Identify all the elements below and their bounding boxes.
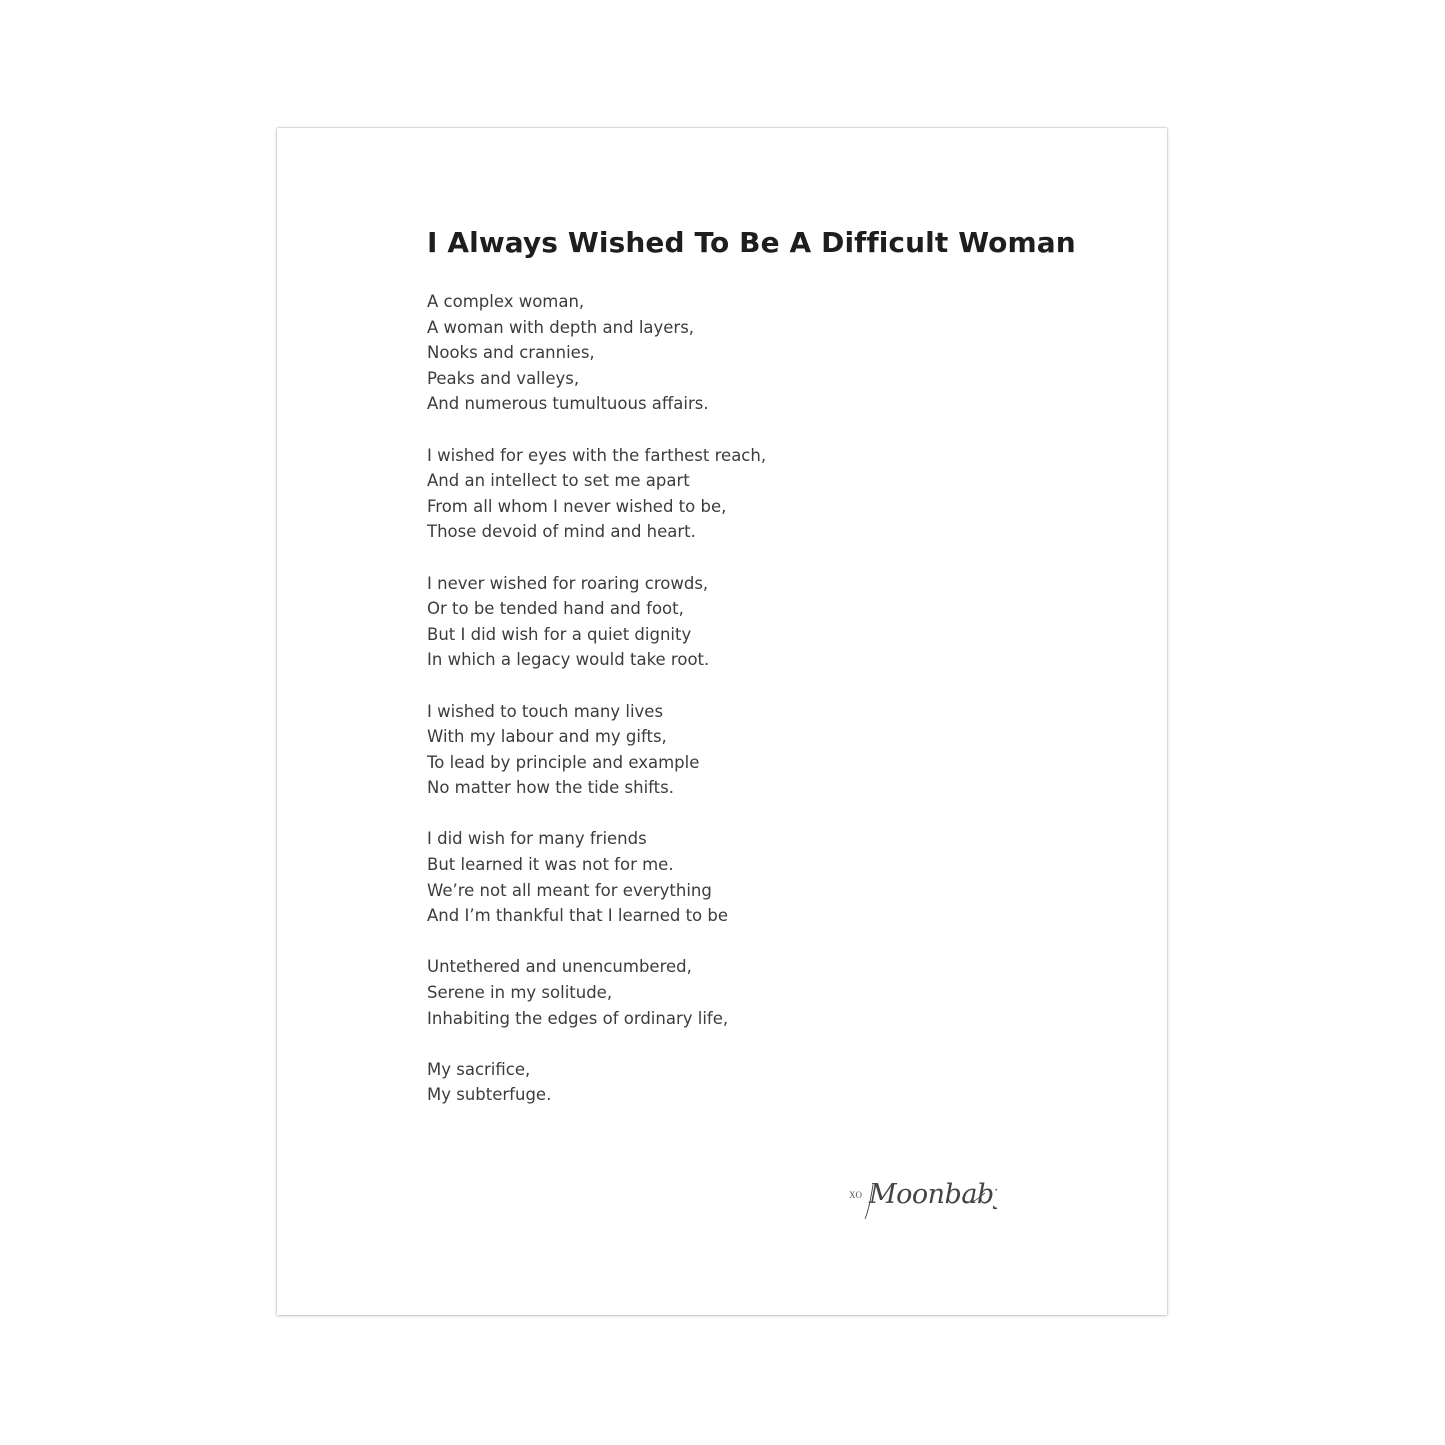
signature-name: Moonbaby [869, 1179, 997, 1210]
poem-line: And I’m thankful that I learned to be [427, 906, 729, 926]
poem-line: I wished for eyes with the farthest reach, [427, 445, 767, 465]
poem-line: In which a legacy would take root. [427, 650, 710, 670]
poem-title: I Always Wished To Be A Difficult Woman [427, 226, 1076, 259]
stanza [427, 571, 1107, 673]
poem-line: My sacrifice, [427, 1059, 531, 1079]
stanza [427, 954, 1107, 1031]
poem-line: Those devoid of mind and heart. [427, 522, 696, 542]
poem-line: Peaks and valleys, [427, 368, 580, 388]
poem-line: Serene in my solitude, [427, 983, 613, 1003]
poem-line: From all whom I never wished to be, [427, 496, 727, 516]
poem-line: We’re not all meant for everything [427, 880, 712, 900]
poem-line: I never wished for roaring crowds, [427, 573, 709, 593]
poem-line: But I did wish for a quiet dignity [427, 624, 692, 644]
poem-line: Untethered and unencumbered, [427, 957, 692, 977]
stanza [427, 1057, 1107, 1108]
poem-line: A complex woman, [427, 292, 585, 311]
poem-line: And numerous tumultuous affairs. [427, 394, 709, 414]
poem-line: I wished to touch many lives [427, 701, 664, 721]
poem-sheet [277, 128, 1167, 1315]
signature-prefix: XO [849, 1190, 862, 1200]
stanza [427, 289, 1107, 417]
stanza [427, 699, 1107, 801]
poem-line: To lead by principle and example [427, 752, 700, 772]
stanza [427, 826, 1107, 928]
poem-content [427, 226, 1107, 1134]
poem-line: My subterfuge. [427, 1085, 552, 1105]
poem-line: A woman with depth and layers, [427, 317, 695, 337]
signature-logo [847, 1163, 997, 1223]
poem-line: But learned it was not for me. [427, 855, 674, 875]
stanza [427, 443, 1107, 545]
poem-line: And an intellect to set me apart [427, 471, 690, 491]
poem-line: I did wish for many friends [427, 829, 647, 849]
poem-line: Or to be tended hand and foot, [427, 599, 684, 619]
poem-line: With my labour and my gifts, [427, 727, 667, 747]
poem-line: No matter how the tide shifts. [427, 778, 674, 798]
poem-line: Inhabiting the edges of ordinary life, [427, 1008, 729, 1028]
poem-line: Nooks and crannies, [427, 343, 595, 363]
